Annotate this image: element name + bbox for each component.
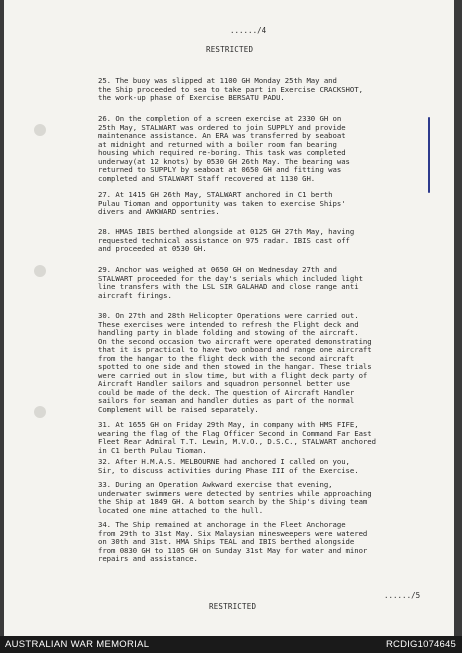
paragraph-line: handling party in blade folding and stowing of the aircraft. xyxy=(98,328,359,337)
paragraph-line: maintenance assistance. An ERA was transferred by seaboat xyxy=(98,131,346,140)
paragraph-line: returned to SUPPLY by seaboat at 0650 GH and fitting was xyxy=(98,165,342,174)
paragraph-line: 30. On 27th and 28th Helicopter Operations were carried out. xyxy=(98,311,359,320)
paragraph-line: the Ship proceeded to sea to take part in Exercise CRACKSHOT, xyxy=(98,84,363,94)
paragraph xyxy=(98,266,443,300)
paragraph xyxy=(98,458,443,475)
paragraph-line: 32. After H.M.A.S. MELBOURNE had anchored I called on you, xyxy=(98,457,350,466)
paragraph xyxy=(98,481,443,515)
archive-reference: RCDIG1074645 xyxy=(386,639,456,650)
paragraph-line: STALWART proceeded for the day's serials which included light xyxy=(98,273,363,283)
paragraph-line: divers and AWKWARD sentries. xyxy=(98,207,220,216)
classification-footer: RESTRICTED xyxy=(209,602,257,611)
paragraph-line: on 30th and 31st. HMA Ships TEAL and IBIS berthed alongside xyxy=(98,537,355,546)
paragraph-line: spotted to one side and then stowed in the hangar. These trials xyxy=(98,362,372,371)
paragraph-line: Complement will be raised separately. xyxy=(98,404,259,414)
margin-mark xyxy=(428,117,430,193)
paragraph-line: completed and STALWART Staff recovered at 1130 GH. xyxy=(98,173,316,183)
paragraph-line: 25. The buoy was slipped at 1100 GH Monday 25th May and xyxy=(98,76,337,85)
paragraph-line: 27. At 1415 GH 26th May, STALWART anchored in C1 berth xyxy=(98,190,333,199)
punch-hole xyxy=(34,124,46,136)
paragraph-line: in C1 berth Pulau Tioman. xyxy=(98,445,207,455)
paragraph-line: underwater swimmers were detected by sentries while approaching xyxy=(98,488,372,498)
paragraph-line: at midnight and returned with a boiler room fan bearing xyxy=(98,139,337,149)
paragraph-line: housing which required re-boring. This task was completed xyxy=(98,148,346,157)
paragraph-line: On the second occasion two aircraft were operated demonstrating xyxy=(98,336,372,346)
paragraph-line: Aircraft Handler sailors and squadron personnel better use xyxy=(98,379,350,388)
paragraph-line: 28. HMAS IBIS berthed alongside at 0125 GH 27th May, having xyxy=(98,227,355,236)
paragraph-line: the Ship at 1849 GH. A bottom search by the Ship's diving team xyxy=(98,497,368,506)
paragraph-line: located one mine attached to the hull. xyxy=(98,505,264,515)
paragraph-line: from 0830 GH to 1105 GH on Sunday 31st May for water and minor xyxy=(98,545,368,555)
punch-hole xyxy=(34,265,46,277)
paragraph-line: repairs and assistance. xyxy=(98,554,198,563)
document-page xyxy=(4,0,454,636)
paragraph-line: 29. Anchor was weighed at 0650 GH on Wednesday 27th and xyxy=(98,265,337,274)
next-page-reference: ....../5 xyxy=(384,591,421,600)
archive-institution: AUSTRALIAN WAR MEMORIAL xyxy=(5,639,150,650)
punch-hole xyxy=(34,406,46,418)
paragraph-line: aircraft firings. xyxy=(98,290,172,300)
paragraph-line: were carried out in slow time, but with a flight deck party of xyxy=(98,370,368,380)
paragraph xyxy=(98,421,443,455)
classification-header: RESTRICTED xyxy=(206,45,254,54)
paragraph xyxy=(98,521,443,564)
paragraph-line: These exercises were intended to refresh the Flight deck and xyxy=(98,319,359,329)
paragraph-line: from 29th to 31st May. Six Malaysian minesweepers were watered xyxy=(98,528,368,538)
paragraph-line: wearing the flag of the Flag Officer Second in Command Far East xyxy=(98,428,372,438)
paragraph-line: requested technical assistance on 975 radar. IBIS cast off xyxy=(98,235,350,245)
paragraph-line: 34. The Ship remained at anchorage in the Fleet Anchorage xyxy=(98,520,346,529)
paragraph xyxy=(98,115,443,183)
archive-footer-bar xyxy=(0,636,462,653)
paragraph-line: the work-up phase of Exercise BERSATU PADU. xyxy=(98,93,285,102)
paragraph-line: 25th May, STALWART was ordered to join SUPPLY and provide xyxy=(98,122,346,132)
paragraph-line: Pulau Tioman and opportunity was taken to exercise Ships' xyxy=(98,198,346,208)
page-reference: ....../4 xyxy=(230,26,267,35)
paragraph-line: line transfers with the LSL SIR GALAHAD and close range anti xyxy=(98,282,359,291)
paragraph-line: could be made of the deck. The question of Aircraft Handler xyxy=(98,387,355,397)
paragraph-line: sailors for seaman and handler duties as part of the normal xyxy=(98,396,355,405)
paragraph-line: underway(at 12 knots) by 0530 GH 26th May. The bearing was xyxy=(98,156,350,166)
paragraph xyxy=(98,228,443,254)
paragraph-line: that it is practical to have two onboard and range one aircraft xyxy=(98,345,372,354)
paragraph-line: Fleet Rear Admiral T.T. Lewin, M.V.O., D.S.C., STALWART anchored xyxy=(98,437,376,446)
paragraph xyxy=(98,312,443,414)
paragraph-line: 26. On the completion of a screen exercise at 2330 GH on xyxy=(98,114,342,123)
paragraph-line: from the hangar to the flight deck with the second aircraft xyxy=(98,353,355,363)
paragraph-line: Sir, to discuss activities during Phase III of the Exercise. xyxy=(98,465,359,475)
paragraph-line: 33. During an Operation Awkward exercise that evening, xyxy=(98,480,333,489)
paragraph-line: 31. At 1655 GH on Friday 29th May, in company with HMS FIFE, xyxy=(98,420,359,429)
paragraph xyxy=(98,191,443,217)
paragraph xyxy=(98,77,443,103)
paragraph-line: and proceeded at 0530 GH. xyxy=(98,244,207,253)
